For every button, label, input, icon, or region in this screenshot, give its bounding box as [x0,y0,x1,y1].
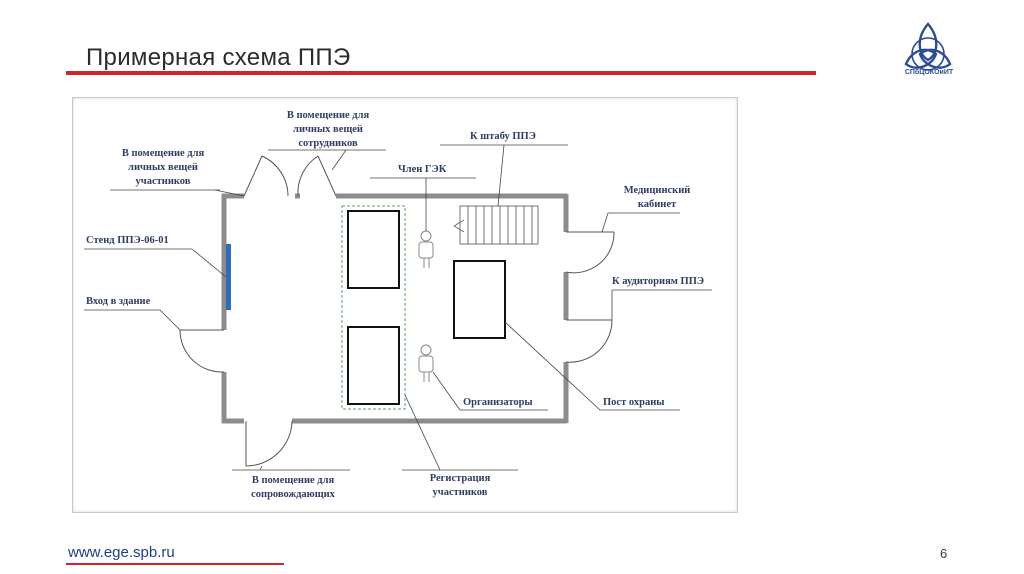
label-hq: К штабу ППЭ [470,131,536,142]
door-icon [298,156,336,196]
label-line: В помещение для [286,110,370,121]
label-line: В помещение для [251,475,335,486]
person-icon [419,345,433,382]
label-line: сопровождающих [251,489,335,500]
label-line: кабинет [637,199,677,210]
label-entrance: Вход в здание [86,296,151,307]
label-line: Регистрация [429,473,491,484]
door-icon [180,330,224,372]
label-escorts [226,474,360,502]
label-registration [404,472,516,500]
label-line: Медицинский [623,185,691,196]
label-line: В помещение для [121,148,205,159]
footer-url: www.ege.spb.ru [68,544,175,561]
door-icon [566,232,614,273]
label-medical [612,184,702,212]
registration-table-lower [348,327,399,404]
label-staff-belongings [266,109,390,151]
security-table [454,261,505,338]
label-gek-member: Член ГЭК [398,164,447,175]
footer-underline [66,563,284,565]
label-organizers: Организаторы [463,397,533,408]
door-icon [566,320,612,362]
registration-table-upper [348,211,399,288]
person-icon [419,231,433,268]
stairs-icon [454,206,538,244]
registration-area [342,206,405,409]
label-line: личных вещей [128,162,198,173]
label-participant-belongings [104,147,222,189]
page-number: 6 [940,546,948,561]
label-stand: Стенд ППЭ-06-01 [86,235,169,246]
stand-ppe-06-01 [226,244,231,310]
label-line: сотрудников [298,138,358,149]
door-icon [246,421,292,466]
label-line: участников [432,487,488,498]
label-line: участников [135,176,191,187]
logo-text: СПбЦОКОиИТ [904,69,954,76]
label-line: личных вещей [293,124,363,135]
door-icon [244,156,288,196]
label-security: Пост охраны [603,397,665,408]
slide-title: Примерная схема ППЭ [86,44,351,71]
label-auditoriums: К аудиториям ППЭ [612,276,704,287]
